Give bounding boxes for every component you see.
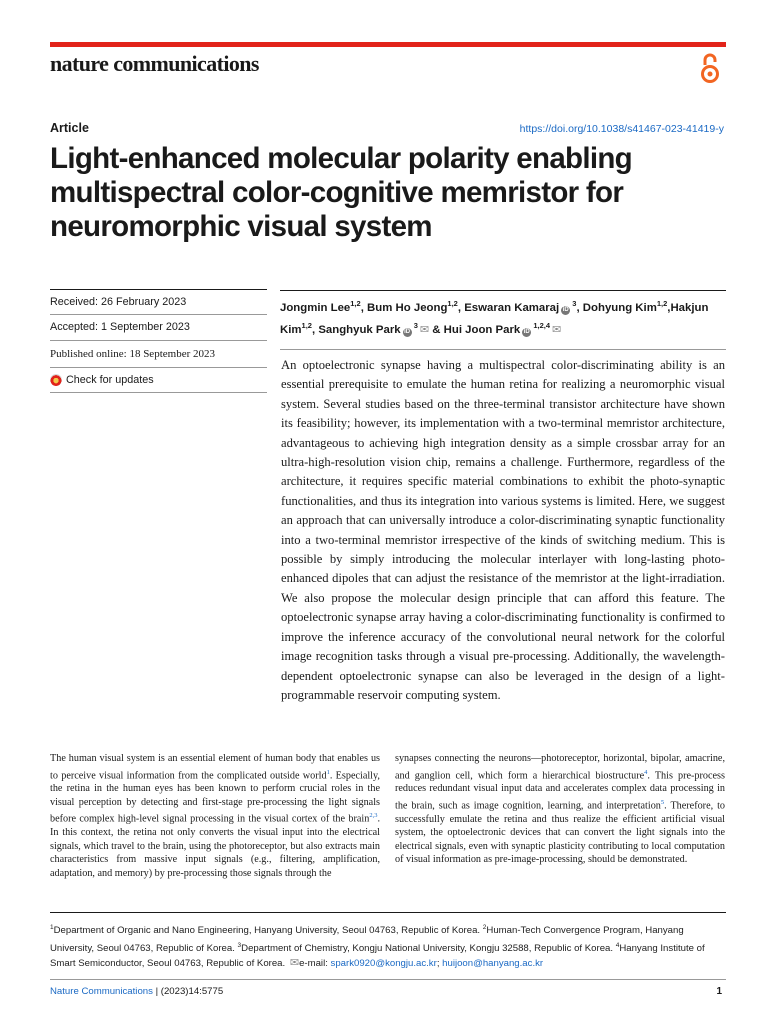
article-title: Light-enhanced molecular polarity enabling multispectral color-cognitive memristor for neuromorphic visual system — [50, 142, 632, 243]
body-text: . Especially, the retina in the human eyes has been known to perform crucial roles in the visual perception by detecting and first-stage pre-processing the light signals before complex high-level signal processing in the visual cortex of the brain — [50, 769, 380, 825]
open-access-icon[interactable] — [699, 52, 721, 84]
footer-separator: | — [152, 986, 161, 997]
mail-icon: ✉ — [289, 957, 300, 970]
author-separator: , — [667, 301, 671, 314]
author-name[interactable]: Sanghyuk Park — [318, 323, 401, 336]
author-name[interactable]: Dohyung Kim — [582, 301, 657, 314]
footer-citation — [50, 986, 223, 997]
footer-journal-name[interactable]: Nature Communications — [50, 986, 153, 997]
author-separator: , — [311, 323, 319, 336]
check-for-updates-label: Check for updates — [66, 374, 154, 386]
author-affiliation-marker: 1,2,4 — [531, 320, 551, 330]
author-separator: , — [360, 301, 368, 314]
reference-marker[interactable]: 4 — [644, 768, 648, 776]
check-for-updates-button[interactable] — [50, 368, 267, 393]
orcid-icon[interactable]: iD — [523, 328, 530, 335]
published-date: Published online: 18 September 2023 — [50, 341, 267, 368]
email-label: e-mail: — [299, 958, 331, 970]
affiliation-marker: 1 — [50, 924, 54, 931]
author-affiliation-marker: 3 — [570, 299, 577, 308]
author-affiliation-marker: 1,2 — [447, 299, 458, 308]
affiliation-marker: 4 — [615, 942, 620, 950]
affiliation-1: Department of Organic and Nano Engineering, Hanyang University, Seoul 04763, Republic of Korea. — [53, 925, 483, 937]
author-divider — [280, 349, 726, 350]
journal-top-rule — [50, 42, 726, 47]
footer-divider — [50, 979, 726, 980]
received-date: Received: 26 February 2023 — [50, 289, 267, 315]
abstract: An optoelectronic synapse having a multispectral color-discriminating ability is an essential prerequisite to emulate the human retina for realizing a neuromorphic visual system. Several studies based on the three-terminal transistor architecture have shown its feasibility; however, its implementation with a two-terminal memristor architecture, advantageous to achieving high integration density as a simple crossbar array for an ultra-high-resolution vision chip, remains a challenge. Furthermore, regardless of the architecture, it requires specific material combinations to exhibit the photo-synaptic functionalities, and thus its integration into various systems is limited. Here, we suggest an approach that can universally introduce a color-discriminating synaptic functionality into a two-terminal memristor irrespective of the kinds of switching medium. This is possible by simply introducing the molecular interlayer with long-lasting photo-enhanced dipoles that can adjust the resistance of the memristor at the light-irradiation. We also propose the molecular design principle that can afford this feature. The optoelectronic synapse array having a color-discriminating functionality is confirmed to improve the inference accuracy of the convolutional neural network for the colorful image recognition tasks through a visual pre-processing. Additionally, the wavelength-dependent optoelectronic synapse can also be leveraged in the design of a light-programmable reservoir computing system. — [281, 358, 725, 702]
email-link-park[interactable]: spark0920@kongju.ac.kr — [330, 958, 437, 970]
affiliation-marker: 2 — [482, 924, 487, 931]
body-text: . In this context, the retina not only converts the visual input into the electrical signals, which travel to the brain, using the photoreceptor, but also extracts main characteristics from massive input signals (e.g., filtering, amplification, adaptation, and memory) by pre-processing those signals through the — [50, 813, 380, 879]
orcid-icon[interactable]: iD — [562, 306, 569, 313]
affiliation-marker: 3 — [237, 942, 242, 950]
author-name[interactable]: Hakjun Kim — [280, 301, 709, 336]
author-name[interactable]: Jongmin Lee — [280, 301, 351, 314]
email-separator: ; — [436, 958, 443, 970]
author-list — [280, 290, 726, 339]
body-text: The human visual system is an essential element of human body that enables us to perceive visual information from the complicated outside world — [50, 753, 380, 781]
footer-volume: (2023)14:5775 — [160, 986, 224, 997]
reference-marker[interactable]: 2,3 — [369, 812, 378, 820]
page-number: 1 — [716, 986, 722, 997]
article-type: Article — [50, 121, 89, 135]
author-name[interactable]: Hui Joon Park — [443, 323, 521, 336]
author-name[interactable]: Bum Ho Jeong — [367, 301, 448, 314]
body-text: . Therefore, to successfully emulate the retina and thus realize the efficient artificial visual system, the optoelectronic devices that can convert the light signals into the electrical signals, even with synaptic plasticity contributing to local computation of visual information as pre-image-processing, should be demonstrated. — [395, 800, 725, 866]
journal-logo[interactable]: nature communications — [50, 51, 259, 76]
check-updates-icon — [50, 374, 62, 386]
author-name[interactable]: Eswaran Kamaraj — [464, 301, 560, 314]
affiliation-2: Human-Tech Convergence Program, Hanyang University, Seoul 04763, Republic of Korea. — [50, 925, 684, 955]
mail-icon[interactable]: ✉ — [552, 323, 562, 336]
author-affiliation-marker: 1,2 — [656, 299, 668, 308]
author-separator: , — [457, 301, 465, 314]
author-affiliation-marker: 1,2 — [350, 299, 361, 308]
reference-marker[interactable]: 5 — [660, 798, 665, 806]
body-column-left — [50, 752, 380, 880]
affiliation-3: Department of Chemistry, Kongju National University, Kongju 32588, Republic of Korea. — [241, 943, 616, 955]
body-column-right — [395, 752, 725, 867]
author-affiliation-marker: 3 — [411, 320, 418, 330]
author-separator: & — [429, 323, 444, 336]
mail-icon[interactable]: ✉ — [419, 323, 430, 336]
affiliation-4: Hanyang Institute of Smart Semiconductor, Seoul 04763, Republic of Korea. — [50, 943, 705, 970]
affiliations-divider — [50, 912, 726, 913]
orcid-icon[interactable]: iD — [404, 328, 411, 335]
affiliations — [50, 920, 726, 971]
doi-link[interactable]: https://doi.org/10.1038/s41467-023-41419-y — [519, 123, 724, 135]
body-text: synapses connecting the neurons—photoreceptor, horizontal, bipolar, amacrine, and ganglion cell, which form a hierarchical biostructure — [395, 753, 725, 781]
reference-marker[interactable]: 1 — [326, 768, 330, 776]
accepted-date: Accepted: 1 September 2023 — [50, 314, 267, 341]
author-separator: , — [576, 301, 583, 314]
author-affiliation-marker: 1,2 — [301, 320, 312, 330]
body-text: . This pre-process reduces redundant visual input data and accelerates complex data processing in the brain, such as image cognition, learning, and interpretation — [395, 769, 725, 812]
email-link-hjpark[interactable]: huijoon@hanyang.ac.kr — [442, 958, 544, 970]
